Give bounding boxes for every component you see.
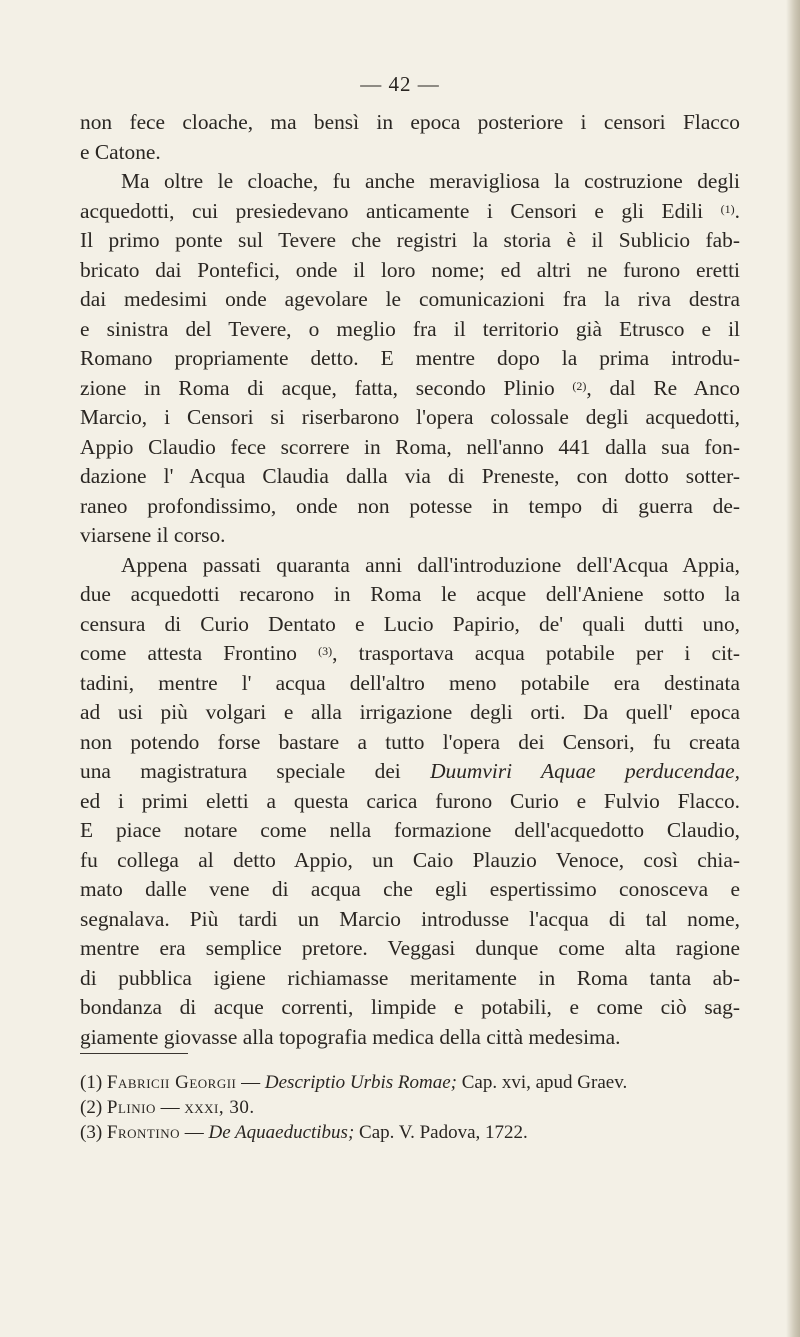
text-fragment: una magistratura speciale dei: [80, 759, 401, 783]
text-line: Romano propriamente detto. E mentre dopo la prima introdu-: [80, 346, 740, 370]
text-line: [80, 374, 740, 404]
footnote-title: De Aquaeductibus;: [208, 1122, 355, 1143]
text-line: dai medesimi onde agevolare le comunicazioni fra la riva destra: [80, 287, 740, 311]
text-line: Appena passati quaranta anni dall'introduzione dell'Acqua Appia,: [121, 552, 740, 577]
footnote-number: (3): [80, 1122, 103, 1143]
text-line: segnalava. Più tardi un Marcio introdusse l'acqua di tal nome,: [80, 906, 740, 931]
text-line: ad usi più volgari e alla irrigazione degli orti. Da quell' epoca: [80, 700, 740, 724]
text-line: [80, 639, 740, 669]
text-line: e sinistra del Tevere, o meglio fra il territorio già Etrusco e il: [80, 316, 740, 341]
text-line: giamente giovasse alla topografia medica della città medesima.: [80, 1024, 621, 1049]
text-line: fu collega al detto Appio, un Caio Plauzio Venoce, così chia-: [80, 847, 740, 872]
text-line: Il primo ponte sul Tevere che registri la storia è il Sublicio fab-: [80, 228, 740, 252]
text-line: [80, 757, 740, 787]
text-line: bricato dai Pontefici, onde il loro nome; ed altri ne furono eretti: [80, 257, 740, 282]
footnote-divider: [80, 1053, 188, 1054]
footnote-dash: —: [160, 1097, 180, 1118]
footnote-detail: xxxi, 30.: [184, 1097, 255, 1118]
text-line: viarsene il corso.: [80, 523, 226, 547]
footnote-author: Fabricii Georgii: [106, 1072, 237, 1093]
footnote-ref-2: (2): [572, 378, 587, 393]
footnote-author: Frontino: [106, 1122, 180, 1143]
footnote-detail: Cap. V. Padova, 1722.: [359, 1122, 528, 1143]
text-line: non fece cloache, ma bensì in epoca posteriore i censori Flacco: [80, 110, 740, 134]
footnote-author: Plinio: [106, 1097, 156, 1118]
text-fragment: acquedotti, cui presiedevano anticamente i Censori e gli Edili: [80, 198, 704, 223]
text-line: e Catone.: [80, 139, 161, 164]
text-line: di pubblica igiene richiamasse meritamente in Roma tanta ab-: [80, 965, 740, 990]
text-line: mentre era semplice pretore. Veggasi dunque come alta ragione: [80, 936, 740, 960]
footnote-number: (1): [80, 1072, 103, 1093]
latin-term: Duumviri Aquae perducendae,: [430, 759, 740, 783]
text-fragment: , dal Re Anco: [586, 375, 740, 400]
text-line: ed i primi eletti a questa carica furono Curio e Fulvio Flacco.: [80, 788, 740, 813]
text-line: Marcio, i Censori si riserbarono l'opera colossale degli acquedotti,: [80, 405, 740, 429]
text-line: bondanza di acque correnti, limpide e potabili, e come ciò sag-: [80, 995, 740, 1019]
text-line: Appio Claudio fece scorrere in Roma, nell'anno 441 dalla sua fon-: [80, 434, 740, 459]
text-line: censura di Curio Dentato e Lucio Papirio, de' quali dutti uno,: [80, 611, 740, 636]
page-number: — 42 —: [360, 72, 440, 96]
footnote-detail: Cap. xvi, apud Graev.: [461, 1072, 628, 1093]
footnote-3: [80, 1120, 760, 1145]
body-text: [80, 108, 740, 1052]
text-line: E piace notare come nella formazione dell'acquedotto Claudio,: [80, 818, 740, 842]
footnote-number: (2): [80, 1097, 103, 1118]
text-line: raneo profondissimo, onde non potesse in tempo di guerra de-: [80, 493, 740, 518]
text-line: dazione l' Acqua Claudia dalla via di Preneste, con dotto sotter-: [80, 464, 740, 488]
footnotes: [80, 1070, 760, 1145]
text-fragment: , trasportava acqua potabile per i cit-: [332, 641, 740, 665]
text-line: acquedotti, cui presiedevano anticamente i Censori e gli Edili $^{(1)}$.: [80, 198, 740, 223]
footnote-2: [80, 1095, 760, 1120]
text-line: tadini, mentre l' acqua dell'altro meno potabile era destinata: [80, 670, 740, 695]
text-fragment: come attesta Frontino: [80, 641, 297, 665]
footnote-ref-1: (1): [720, 201, 735, 216]
text-line: Ma oltre le cloache, fu anche meravigliosa la costruzione degli: [121, 169, 740, 193]
text-line: non potendo forse bastare a tutto l'opera dei Censori, fu creata: [80, 729, 740, 754]
footnote-dash: —: [241, 1072, 261, 1093]
footnote-1: [80, 1070, 760, 1095]
text-fragment: zione in Roma di acque, fatta, secondo Plinio: [80, 375, 555, 400]
footnote-title: Descriptio Urbis Romae;: [264, 1072, 457, 1093]
footnote-ref-3: (3): [318, 644, 333, 658]
footnote-dash: —: [184, 1122, 204, 1143]
page-edge-shadow: [786, 0, 800, 1337]
text-line: mato dalle vene di acqua che egli espertissimo conosceva e: [80, 877, 740, 901]
text-line: due acquedotti recarono in Roma le acque dell'Aniene sotto la: [80, 582, 740, 606]
